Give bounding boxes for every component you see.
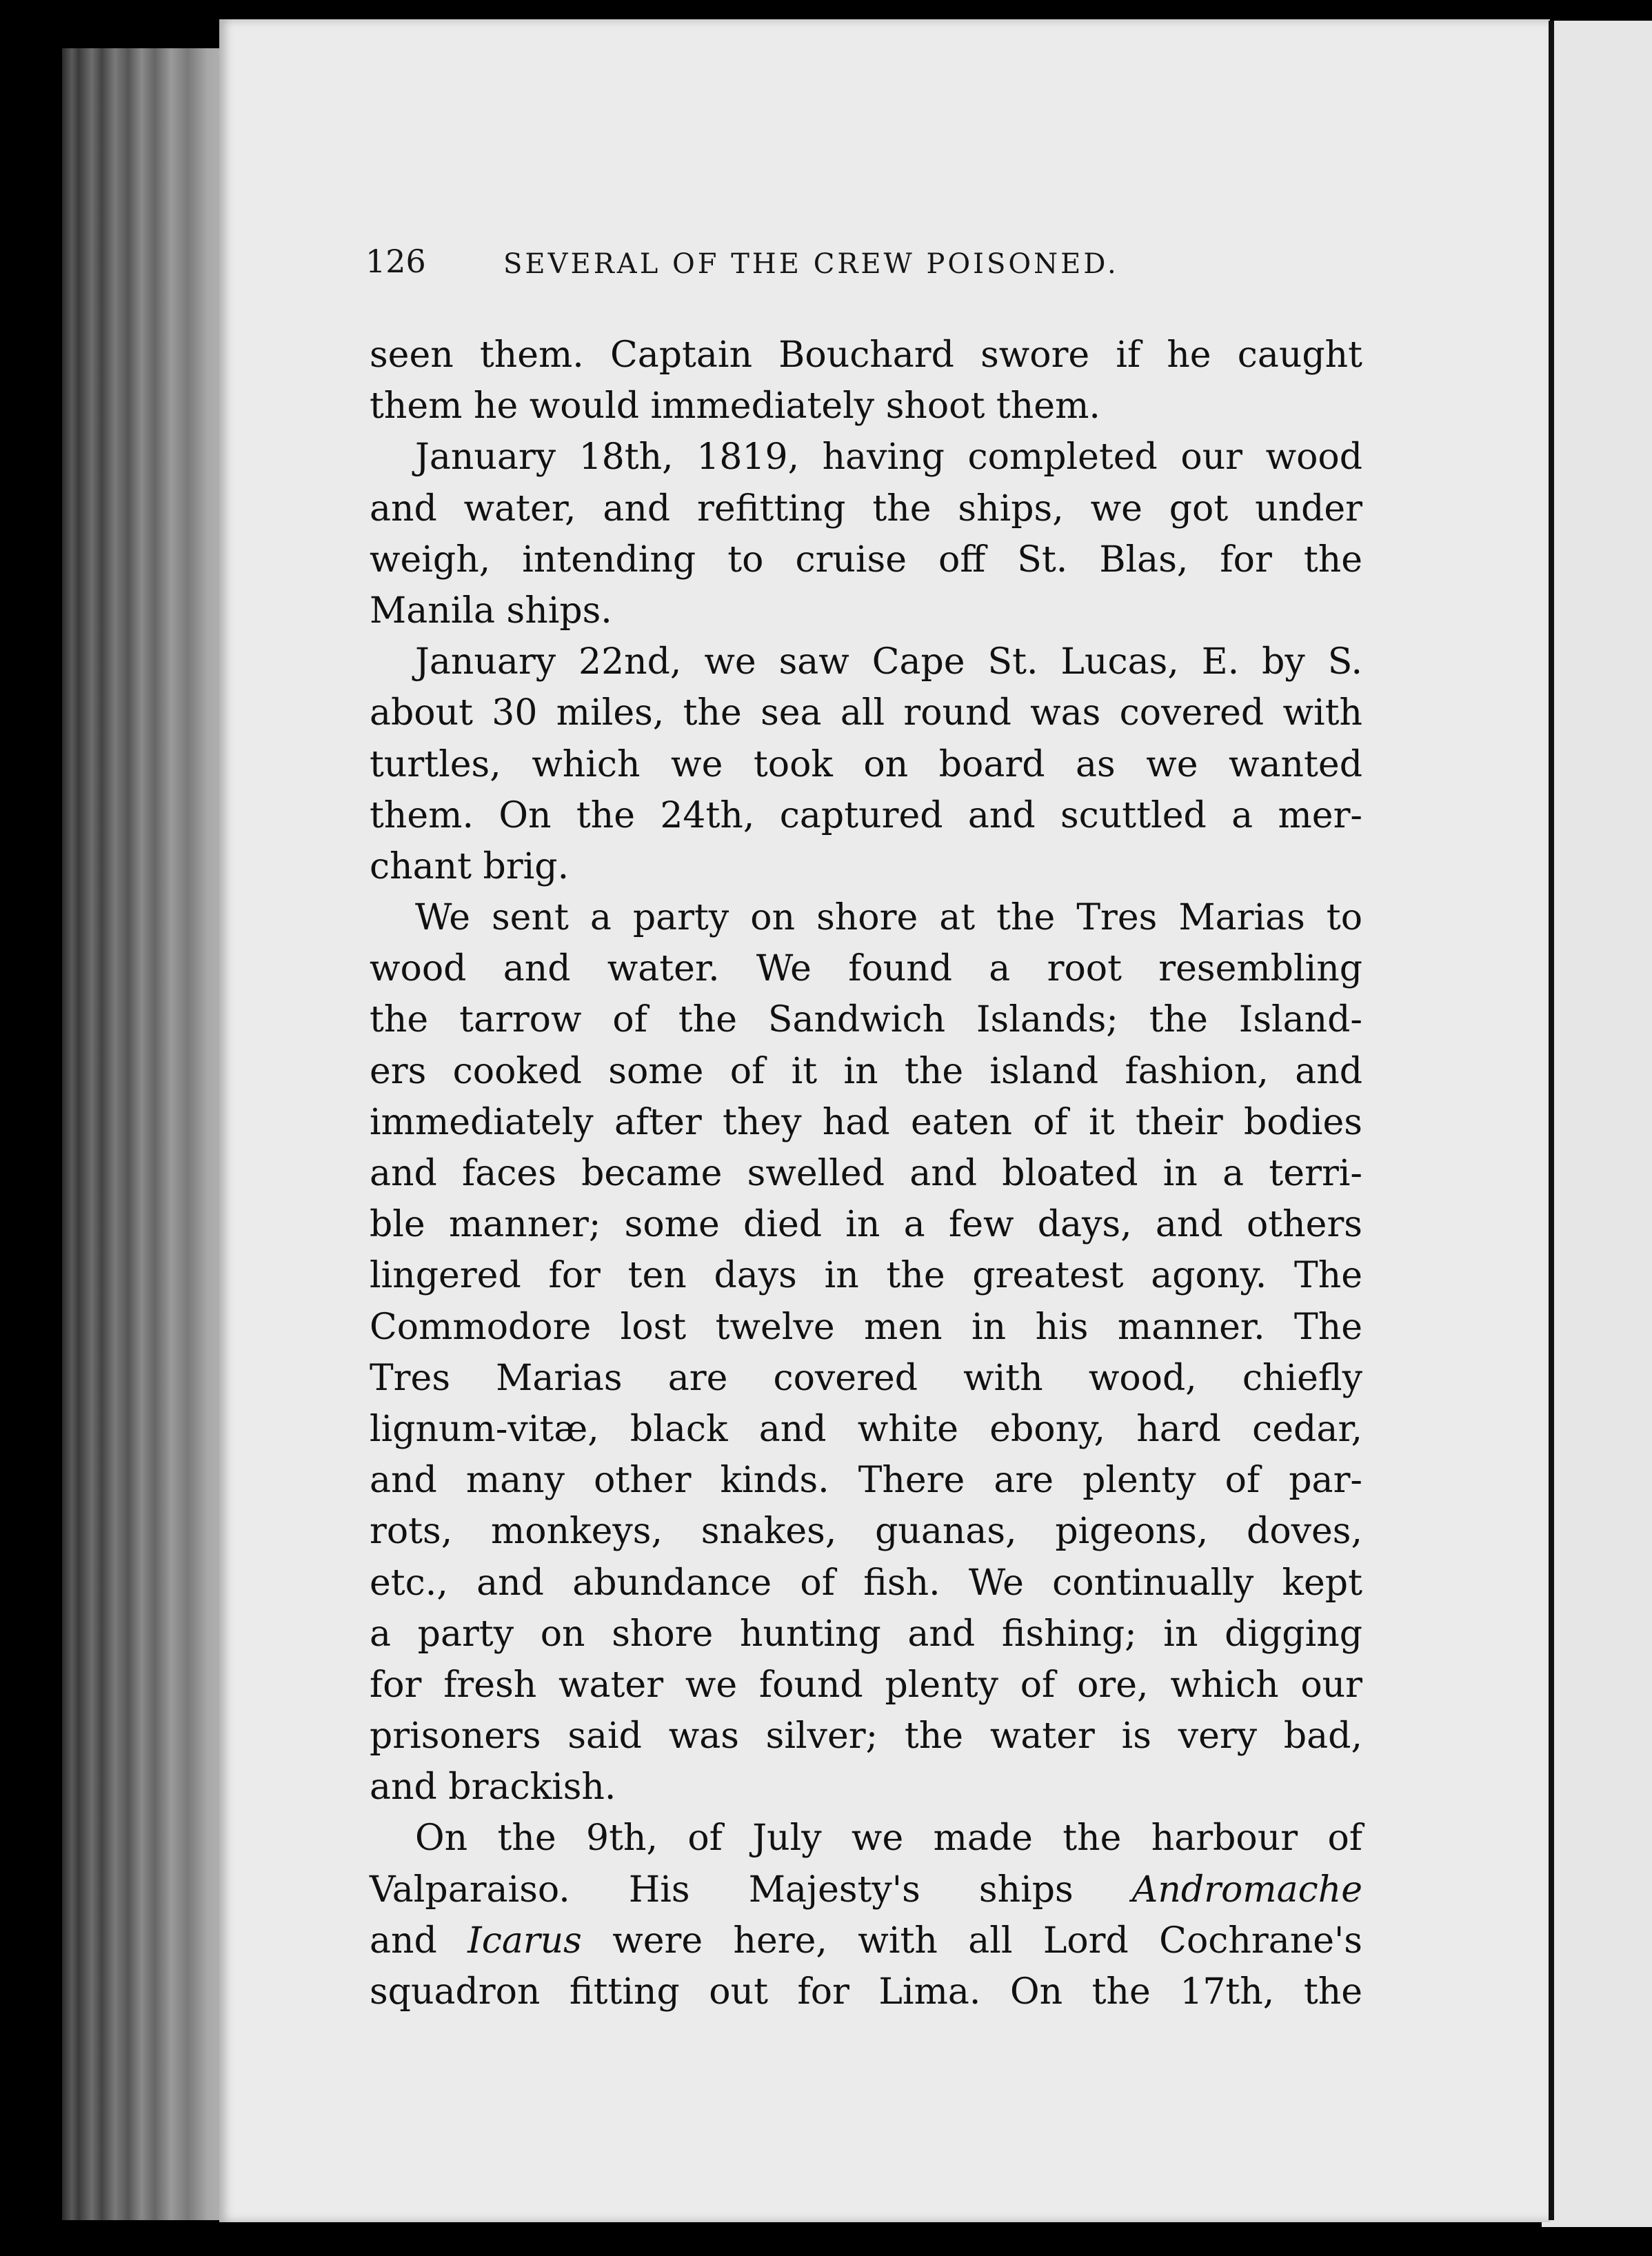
text-line: wood and water. We found a root resembling	[370, 948, 1362, 990]
text-line: and many other kinds. There are plenty of par-	[370, 1460, 1362, 1502]
binding-gutter	[1549, 21, 1554, 2220]
running-head: SEVERAL OF THE CREW POISONED.	[503, 248, 1119, 280]
text-line	[370, 1864, 1362, 1915]
text-line: and brackish.	[370, 1766, 616, 1809]
text-line: Tres Marias are covered with wood, chiefly	[370, 1357, 1362, 1399]
text-line: chant brig.	[370, 845, 570, 887]
text-line: lignum-vitæ, black and white ebony, hard cedar,	[370, 1408, 1362, 1450]
text-line: rots, monkeys, snakes, guanas, pigeons, doves,	[370, 1511, 1362, 1553]
text-line: for fresh water we found plenty of ore, which our	[370, 1664, 1362, 1706]
text-line: ers cooked some of it in the island fashion, and	[370, 1050, 1362, 1092]
text-line: a party on shore hunting and fishing; in digging	[370, 1613, 1362, 1655]
text-line: them he would immediately shoot them.	[370, 385, 1100, 427]
text-line: prisoners said was silver; the water is very bad,	[370, 1715, 1362, 1758]
text-line-start: Valparaiso. His Majesty's ships	[370, 1869, 1132, 1911]
facing-page	[1542, 21, 1652, 2227]
text-line: January 22nd, we saw Cape St. Lucas, E. by S.	[415, 641, 1362, 683]
text-line: January 18th, 1819, having completed our wood	[415, 436, 1362, 479]
text-line: about 30 miles, the sea all round was covered with	[370, 692, 1362, 734]
text-line-start: and	[370, 1920, 468, 1962]
text-line: lingered for ten days in the greatest agony. The	[370, 1255, 1362, 1297]
page-header	[365, 243, 1344, 284]
text-line: them. On the 24th, captured and scuttled a mer-	[370, 794, 1362, 836]
text-line: immediately after they had eaten of it their bodies	[370, 1101, 1362, 1143]
ship-name-icarus: Icarus	[467, 1920, 582, 1962]
text-line: seen them. Captain Bouchard swore if he caught	[370, 334, 1362, 376]
text-line: Commodore lost twelve men in his manner. The	[370, 1306, 1362, 1348]
text-line: etc., and abundance of fish. We continually kept	[370, 1562, 1362, 1604]
page-number: 126	[365, 243, 426, 280]
text-line: On the 9th, of July we made the harbour of	[415, 1817, 1362, 1860]
text-line: ble manner; some died in a few days, and others	[370, 1204, 1362, 1246]
text-line: turtles, which we took on board as we wanted	[370, 743, 1362, 785]
text-line: squadron fitting out for Lima. On the 17th, the	[370, 1971, 1362, 2013]
text-line: weigh, intending to cruise off St. Blas, for the	[370, 538, 1362, 581]
page-stack-edge	[62, 48, 228, 2220]
text-line: Manila ships.	[370, 590, 612, 632]
text-line: and water, and refitting the ships, we got under	[370, 487, 1362, 530]
text-line-end: were here, with all Lord Cochrane's	[581, 1920, 1362, 1962]
ship-name-andromache: Andromache	[1131, 1869, 1362, 1911]
text-line: We sent a party on shore at the Tres Marias to	[415, 897, 1362, 939]
text-line: the tarrow of the Sandwich Islands; the Island-	[370, 999, 1362, 1041]
text-line	[370, 1915, 1362, 1966]
text-line: and faces became swelled and bloated in a terri-	[370, 1153, 1362, 1194]
body-text	[370, 330, 1362, 2017]
